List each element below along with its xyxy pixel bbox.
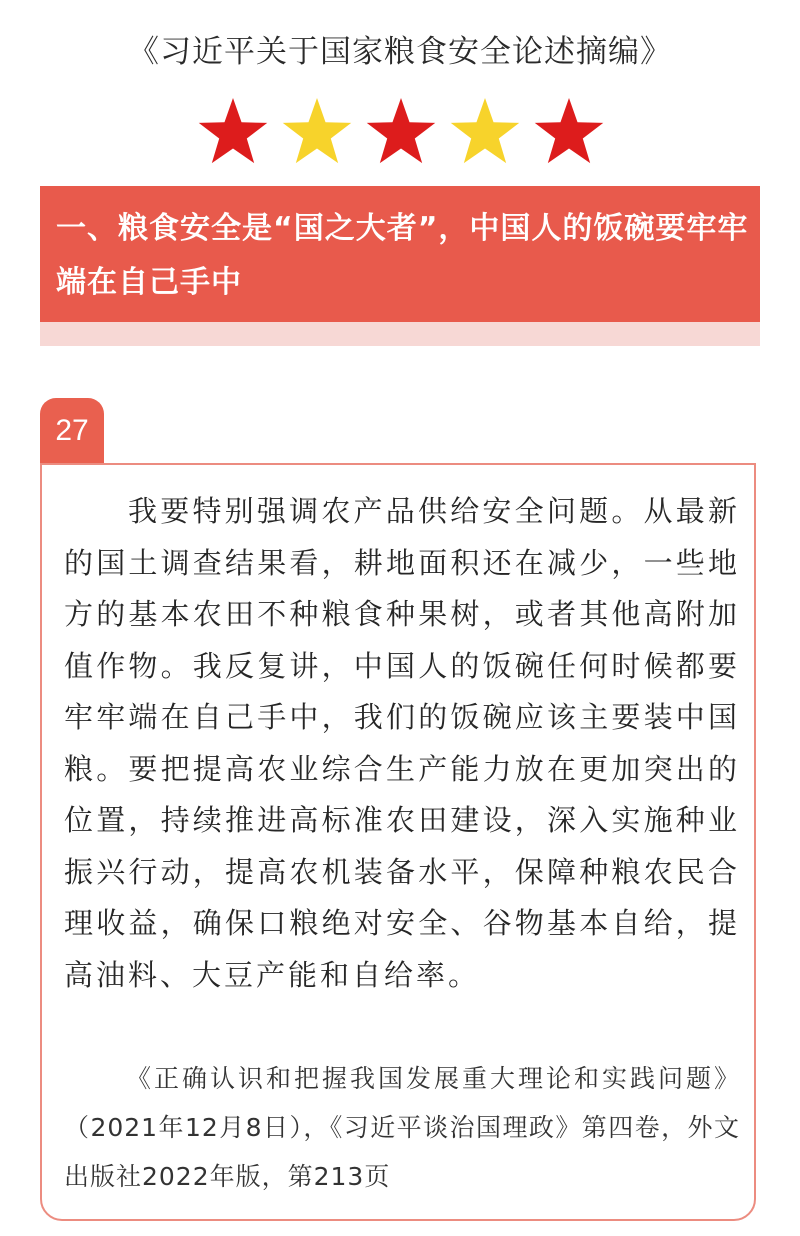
star-icon [367, 98, 435, 163]
section-banner-shadow [40, 322, 760, 346]
stars-row [0, 96, 800, 174]
star-icon [283, 98, 351, 163]
quote-number: 27 [55, 414, 89, 447]
star-icon [451, 98, 519, 163]
quote-text: 我要特别强调农产品供给安全问题。从最新的国土调查结果看，耕地面积还在减少，一些地方的基本农田不种粮食种果树，或者其他高附加值作物。我反复讲，中国人的饭碗任何时候都要牢牢端在自己手中，我们的饭碗应该主要装中国粮。要把提高农业综合生产能力放在更加突出的位置，持续推进高标准农田建设，深入实施种业振兴行动，提高农机装备水平，保障种粮农民合理收益，确保口粮绝对安全、谷物基本自给，提高油料、大豆产能和自给率。 [64, 494, 740, 992]
section-heading: 一、粮食安全是“国之大者”，中国人的饭碗要牢牢端在自己手中 [56, 211, 749, 300]
star-icon [535, 98, 603, 163]
star-icon [199, 98, 267, 163]
book-title: 《习近平关于国家粮食安全论述摘编》 [128, 34, 672, 70]
star-decoration [0, 96, 800, 174]
quote-source: 《正确认识和把握我国发展重大理论和实践问题》（2021年12月8日），《习近平谈治国理政》第四卷，外文出版社2022年版，第213页 [64, 1064, 740, 1191]
